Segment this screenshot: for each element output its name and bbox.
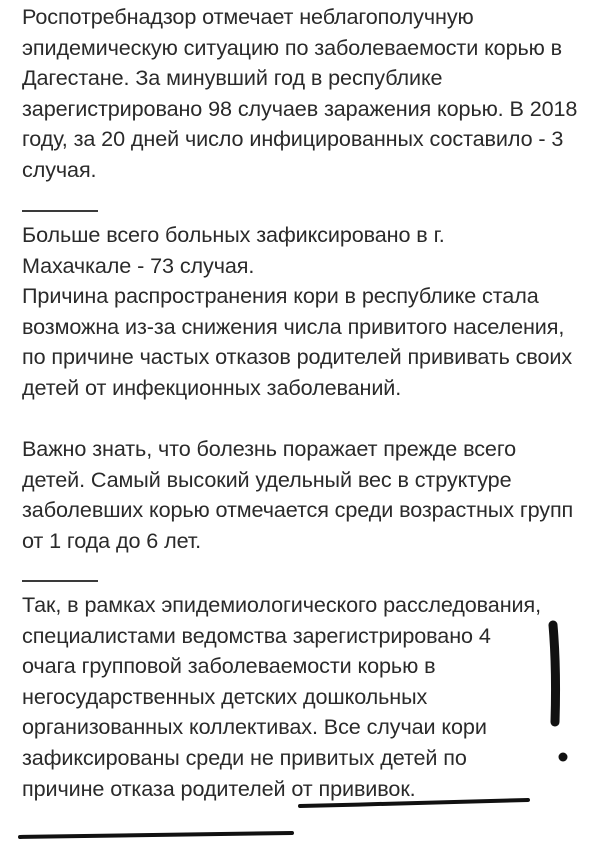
exclamation-mark-dot	[559, 753, 568, 762]
underline-stroke	[20, 833, 292, 837]
paragraph-cause: Причина распространения кори в республике стала возможна из-за снижения числа привитого населения, по причине частых отказов родителей прививать своих детей от инфекционных заболеваний.	[22, 283, 573, 400]
exclamation-mark-stroke	[553, 625, 556, 722]
section-divider	[22, 210, 98, 212]
paragraph-investigation: Так, в рамках эпидемиологического расследования, специалистами ведомства зарегистрировано 4 очага групповой заболеваемости корью в негосударственных детских дошкольных организованных коллективах. Все случаи кори зафиксированы среди не привитых детей по причине отказа родителей от прививок.	[22, 592, 541, 801]
section-divider	[22, 580, 98, 582]
paragraph-children-risk: Важно знать, что болезнь поражает прежде всего детей. Самый высокий удельный вес в структуре заболевших корью отмечается среди возрастных групп от 1 года до 6 лет.	[22, 436, 574, 553]
paragraph-makhachkala-cases: Больше всего больных зафиксировано в г. Махачкале - 73 случая.	[22, 222, 445, 278]
paragraph-outbreak-summary: Роспотребнадзор отмечает неблагополучную эпидемическую ситуацию по заболеваемости корью в Дагестане. За минувший год в республике зарегистрировано 98 случаев заражения корью. В 2018 году, за 20 дней число инфицированных составило - 3 случая.	[22, 4, 578, 182]
